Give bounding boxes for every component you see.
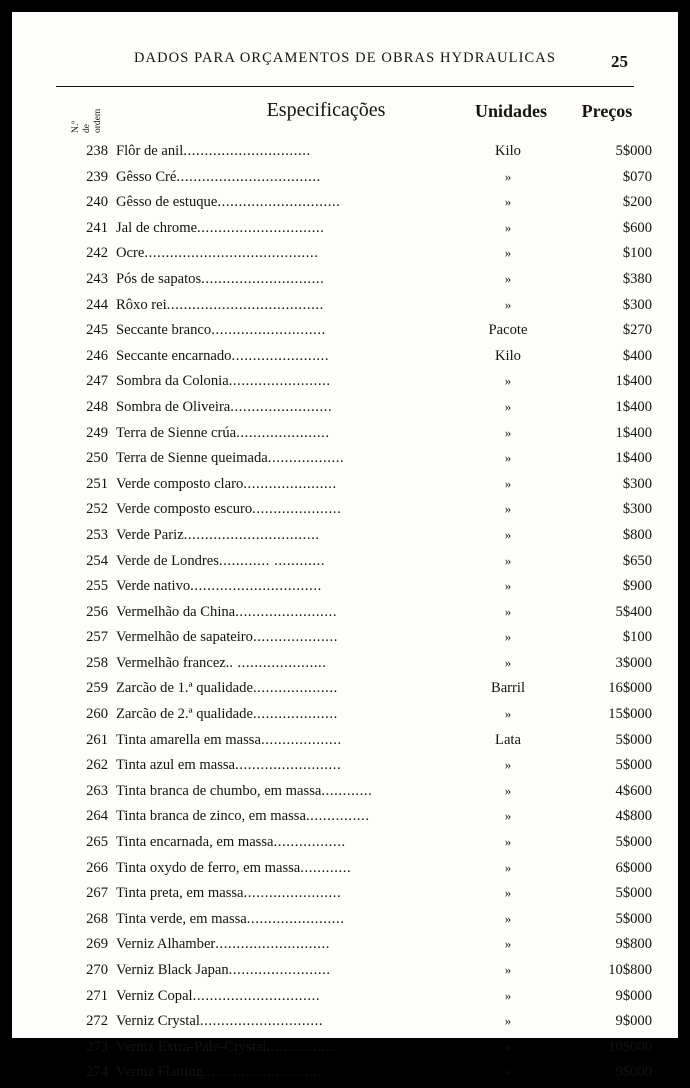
row-specification-text: Pós de sapatos <box>116 270 202 287</box>
row-price: 1$400 <box>615 424 652 441</box>
table-row <box>56 704 652 730</box>
row-leader-dots: ......................... <box>235 757 342 774</box>
table-row <box>56 551 652 577</box>
row-price: $800 <box>622 526 652 543</box>
row-specification-text: Ocre <box>116 245 145 262</box>
table-row <box>56 448 652 474</box>
column-header-order <box>70 95 130 135</box>
row-specification-text: Terra de Sienne crúa <box>116 424 237 441</box>
row-specification-text: Vermelhão de sapateiro <box>116 629 253 646</box>
row-specification-text: Gêsso de estuque <box>116 194 218 211</box>
row-specification <box>116 732 436 749</box>
row-order-number: 255 <box>86 578 108 595</box>
row-specification-text: Sombra da Colonia <box>116 373 229 390</box>
row-price: $400 <box>622 347 652 364</box>
table-row <box>56 960 652 986</box>
row-order-number: 241 <box>86 219 108 236</box>
table-row <box>56 525 652 551</box>
row-leader-dots: ............................. <box>199 1013 324 1030</box>
row-specification <box>116 245 436 262</box>
row-unit: » <box>504 936 512 952</box>
row-order-number: 251 <box>86 475 108 492</box>
row-price: 16$000 <box>608 680 652 697</box>
row-unit: » <box>504 859 512 875</box>
row-unit: Kilo <box>495 143 521 159</box>
table-row <box>56 806 652 832</box>
row-specification-text: Seccante encarnado <box>116 347 232 364</box>
row-price: 5$000 <box>615 885 652 902</box>
table-row <box>56 653 652 679</box>
row-leader-dots: .................... <box>252 680 338 697</box>
row-price: $650 <box>622 552 652 569</box>
row-specification-text: Zarcão de 2.ª qualidade <box>116 706 253 723</box>
row-price: $200 <box>622 194 652 211</box>
row-leader-dots: ..................................... <box>166 296 324 313</box>
row-specification-text: Tinta encarnada, em massa <box>116 834 274 851</box>
row-specification-text: Verniz Alhamber <box>116 936 216 953</box>
table-row <box>56 218 652 244</box>
row-leader-dots: ........................... <box>215 936 331 953</box>
row-price: 5$000 <box>615 143 652 159</box>
row-specification-text: Verniz Black Japan <box>116 962 229 978</box>
row-order-number: 240 <box>86 194 108 211</box>
row-unit: » <box>504 1013 512 1029</box>
row-order-number: 246 <box>86 347 108 364</box>
row-price: 9$800 <box>615 936 652 953</box>
row-specification <box>116 220 436 237</box>
row-specification-text: Tinta branca de chumbo, em massa <box>116 782 322 799</box>
row-specification <box>116 348 436 365</box>
row-price: 5$000 <box>615 910 652 927</box>
row-specification-text: Verde Pariz <box>116 526 184 543</box>
page-sheet <box>12 12 678 1081</box>
row-leader-dots: .................. <box>267 450 345 467</box>
row-order-number: 263 <box>86 782 108 799</box>
row-price: $270 <box>622 322 652 339</box>
row-leader-dots: .................... <box>252 706 338 723</box>
row-order-number: 267 <box>86 885 108 902</box>
row-unit: » <box>504 296 512 312</box>
row-order-number: 266 <box>86 859 108 876</box>
row-specification-text: Verde nativo <box>116 578 191 595</box>
row-unit: » <box>504 219 512 235</box>
row-leader-dots: ................... <box>260 731 342 748</box>
page-title: DADOS PARA ORÇAMENTOS DE OBRAS HYDRAULICAS <box>133 50 557 66</box>
row-unit: » <box>504 168 512 184</box>
row-specification <box>116 680 436 697</box>
row-leader-dots: ........................... <box>211 322 326 339</box>
row-specification-text: Rôxo rei <box>116 296 167 313</box>
row-specification <box>116 1039 436 1056</box>
table-row <box>56 371 652 397</box>
row-specification <box>116 988 436 1005</box>
row-price: 5$000 <box>615 731 652 748</box>
row-order-number: 242 <box>86 245 108 262</box>
row-unit: Pacote <box>488 322 528 339</box>
table-row <box>56 141 652 167</box>
row-unit: » <box>504 526 512 542</box>
row-specification-text: Gêsso Cré <box>116 168 177 185</box>
row-order-number: 262 <box>86 757 108 774</box>
row-specification-text: Zarcão de 1.ª qualidade <box>116 680 253 697</box>
row-order-number: 250 <box>86 450 108 467</box>
row-leader-dots: ........................ <box>228 373 331 390</box>
table-row <box>56 167 652 193</box>
row-price: 6$000 <box>615 859 652 876</box>
row-price: $070 <box>622 168 652 185</box>
column-header-order-line2: de <box>82 124 92 133</box>
row-unit: » <box>504 424 512 440</box>
table-row <box>56 986 652 1012</box>
row-leader-dots: ........................ <box>228 962 331 978</box>
row-leader-dots: ................................ <box>183 526 320 543</box>
row-specification <box>116 501 436 518</box>
table-row <box>56 320 652 346</box>
row-order-number: 271 <box>86 987 108 1004</box>
table-row <box>56 909 652 935</box>
row-specification <box>116 936 436 953</box>
row-specification <box>116 834 436 851</box>
row-leader-dots: .............................. <box>183 143 311 159</box>
row-specification <box>116 604 436 621</box>
row-price: 3$000 <box>615 654 652 671</box>
row-order-number: 253 <box>86 526 108 543</box>
row-unit: » <box>504 501 512 517</box>
column-header-specifications: Especificações <box>266 99 386 121</box>
row-unit: » <box>504 398 512 414</box>
row-price: 5$000 <box>615 757 652 774</box>
table-row <box>56 832 652 858</box>
row-order-number: 260 <box>86 706 108 723</box>
row-specification-text: Jal de chrome <box>116 219 198 236</box>
row-unit: » <box>504 603 512 619</box>
page-number: 25 <box>611 52 628 71</box>
row-order-number: 239 <box>86 168 108 185</box>
row-specification <box>116 655 436 672</box>
row-specification <box>116 860 436 877</box>
row-leader-dots: ..................... <box>252 501 342 518</box>
row-order-number: 248 <box>86 398 108 415</box>
row-order-number: 270 <box>86 962 108 978</box>
row-specification-text: Tinta oxydo de ferro, em massa <box>116 859 301 876</box>
row-price: $300 <box>622 296 652 313</box>
table-row <box>56 934 652 960</box>
row-specification-text: Vermelhão da China <box>116 603 236 620</box>
column-header-units: Unidades <box>474 101 548 121</box>
row-leader-dots: .................................. <box>176 168 321 185</box>
table-row <box>56 397 652 423</box>
row-leader-dots: ............ ............ <box>218 552 326 569</box>
row-specification <box>116 629 436 646</box>
row-order-number: 264 <box>86 808 108 825</box>
row-unit: » <box>504 706 512 722</box>
table-row <box>56 192 652 218</box>
row-specification <box>116 194 436 211</box>
row-price: 10$800 <box>608 962 652 978</box>
row-unit: » <box>504 475 512 491</box>
row-order-number: 254 <box>86 552 108 569</box>
row-specification-text: Verniz Extra-Pale-Crystal <box>116 1038 267 1055</box>
table-row <box>56 499 652 525</box>
row-leader-dots: ........................ <box>235 603 338 620</box>
row-unit: Lata <box>495 731 521 748</box>
page-header <box>56 50 634 84</box>
column-header-order-line3: ordem <box>93 108 103 133</box>
row-price: 9$000 <box>615 1013 652 1030</box>
row-leader-dots: ............... <box>305 808 370 825</box>
row-order-number: 243 <box>86 270 108 287</box>
row-specification <box>116 271 436 288</box>
row-specification <box>116 757 436 774</box>
row-specification <box>116 1013 436 1030</box>
row-specification <box>116 373 436 390</box>
row-specification-text: Sombra de Oliveira <box>116 398 231 415</box>
row-unit: » <box>504 373 512 389</box>
table-row <box>56 269 652 295</box>
row-specification-text: Verniz Crystal <box>116 1013 200 1030</box>
row-order-number: 274 <box>86 1064 108 1081</box>
row-specification-text: Flôr de anil <box>116 143 184 159</box>
row-specification-text: Tinta amarella em massa <box>116 731 261 748</box>
row-leader-dots: ............................. <box>201 270 325 287</box>
row-specification-text: Tinta branca de zinco, em massa <box>116 808 306 825</box>
row-price: 1$400 <box>615 373 652 390</box>
table-row <box>56 243 652 269</box>
row-unit: » <box>504 245 512 261</box>
row-specification <box>116 911 436 928</box>
row-specification <box>116 885 436 902</box>
row-unit: » <box>504 834 512 850</box>
row-unit: » <box>504 270 512 286</box>
row-price: 15$000 <box>608 706 652 723</box>
row-specification <box>116 578 436 595</box>
row-specification <box>116 706 436 723</box>
row-leader-dots: ...................... <box>236 424 330 441</box>
table-row <box>56 858 652 884</box>
row-unit: » <box>504 578 512 594</box>
table-row <box>56 295 652 321</box>
row-order-number: 252 <box>86 501 108 518</box>
row-order-number: 249 <box>86 424 108 441</box>
row-specification-text: Tinta azul em massa <box>116 757 236 774</box>
row-price: 9$000 <box>615 1064 652 1081</box>
row-leader-dots: ........................ <box>230 398 333 415</box>
row-price: $380 <box>622 270 652 287</box>
row-unit: Kilo <box>495 347 521 364</box>
row-price: $900 <box>622 578 652 595</box>
row-unit: » <box>504 910 512 926</box>
row-specification <box>116 527 436 544</box>
row-unit: » <box>504 1038 512 1054</box>
row-order-number: 258 <box>86 654 108 671</box>
row-order-number: 244 <box>86 296 108 313</box>
row-price: $300 <box>622 501 652 518</box>
table-row <box>56 576 652 602</box>
row-leader-dots: ................. <box>266 1038 339 1055</box>
row-order-number: 268 <box>86 910 108 927</box>
column-header-prices: Preços <box>581 101 633 121</box>
row-unit: » <box>504 987 512 1003</box>
column-header-order-line1: N.º <box>71 120 81 133</box>
row-price: 9$000 <box>615 987 652 1004</box>
row-leader-dots: .............................. <box>192 987 321 1004</box>
row-price: 1$400 <box>615 398 652 415</box>
table-row <box>56 755 652 781</box>
table-row <box>56 678 652 704</box>
row-specification <box>116 962 436 979</box>
row-specification-text: Tinta verde, em massa <box>116 910 247 927</box>
table-row <box>56 1011 652 1037</box>
row-leader-dots: ............................. <box>217 194 341 211</box>
row-unit: » <box>504 194 512 210</box>
table-row <box>56 730 652 756</box>
table-row <box>56 602 652 628</box>
row-price: $600 <box>622 219 652 236</box>
row-unit: Barril <box>490 680 526 697</box>
row-leader-dots: ....................... <box>246 910 345 927</box>
row-specification <box>116 169 436 186</box>
row-price: 4$600 <box>615 782 652 799</box>
row-leader-dots: ....................... <box>231 347 330 364</box>
row-specification <box>116 399 436 416</box>
row-order-number: 256 <box>86 603 108 620</box>
table-row <box>56 1062 652 1088</box>
row-specification-text: Seccante branco <box>116 322 212 339</box>
row-specification <box>116 476 436 493</box>
scanned-page <box>12 12 678 1081</box>
row-leader-dots: .................... <box>252 629 338 646</box>
row-order-number: 238 <box>86 143 108 159</box>
row-price: 5$400 <box>615 603 652 620</box>
row-order-number: 273 <box>86 1038 108 1055</box>
row-specification-text: Verde composto escuro <box>116 501 253 518</box>
row-leader-dots: ............ <box>321 782 373 799</box>
row-specification-text: Tinta preta, em massa <box>116 885 244 902</box>
row-specification <box>116 783 436 800</box>
row-leader-dots: ....................... <box>243 885 342 902</box>
row-specification <box>116 425 436 442</box>
row-order-number: 247 <box>86 373 108 390</box>
row-price: 10$000 <box>608 1038 652 1055</box>
row-unit: » <box>504 629 512 645</box>
row-leader-dots: ............ <box>300 859 352 876</box>
row-order-number: 265 <box>86 834 108 851</box>
row-leader-dots: .............................. <box>197 219 325 236</box>
row-order-number: 261 <box>86 731 108 748</box>
row-specification <box>116 322 436 339</box>
price-table <box>56 141 652 1088</box>
row-unit: » <box>504 782 512 798</box>
row-order-number: 272 <box>86 1013 108 1030</box>
row-price: $100 <box>622 629 652 646</box>
row-specification-text: Verniz Copal <box>116 987 193 1004</box>
row-specification <box>116 553 436 570</box>
row-leader-dots: ............................ <box>203 1064 323 1081</box>
row-unit: » <box>504 552 512 568</box>
row-order-number: 245 <box>86 322 108 339</box>
row-price: 1$400 <box>615 450 652 467</box>
row-specification <box>116 808 436 825</box>
row-specification <box>116 1064 436 1081</box>
row-specification-text: Verde de Londres <box>116 552 219 569</box>
row-leader-dots: ...................... <box>243 475 337 492</box>
table-row <box>56 474 652 500</box>
row-leader-dots: ......................................... <box>144 245 319 262</box>
row-unit: » <box>504 962 512 977</box>
row-unit: » <box>504 654 512 670</box>
header-rule <box>56 86 634 87</box>
row-unit: » <box>504 1064 512 1080</box>
row-specification <box>116 450 436 467</box>
row-price: $300 <box>622 475 652 492</box>
row-unit: » <box>504 885 512 901</box>
row-specification-text: Verde composto claro <box>116 475 244 492</box>
table-row <box>56 627 652 653</box>
table-column-headers <box>56 93 634 137</box>
row-order-number: 259 <box>86 680 108 697</box>
row-specification <box>116 143 436 160</box>
row-unit: » <box>504 450 512 466</box>
row-specification-text: Verniz Flatting <box>116 1064 204 1081</box>
table-row <box>56 346 652 372</box>
row-order-number: 269 <box>86 936 108 953</box>
row-price: $100 <box>622 245 652 262</box>
row-leader-dots: ..................... <box>233 654 327 671</box>
row-unit: » <box>504 757 512 773</box>
row-order-number: 257 <box>86 629 108 646</box>
row-price: 4$800 <box>615 808 652 825</box>
row-specification-text: Terra de Sienne queimada <box>116 450 268 467</box>
table-row <box>56 781 652 807</box>
row-leader-dots: ............................... <box>190 578 322 595</box>
table-row <box>56 423 652 449</box>
table-row <box>56 883 652 909</box>
row-unit: » <box>504 808 512 824</box>
row-specification <box>116 297 436 314</box>
row-leader-dots: ................. <box>273 834 346 851</box>
row-price: 5$000 <box>615 834 652 851</box>
row-specification-text: Vermelhão francez.. <box>116 654 234 671</box>
